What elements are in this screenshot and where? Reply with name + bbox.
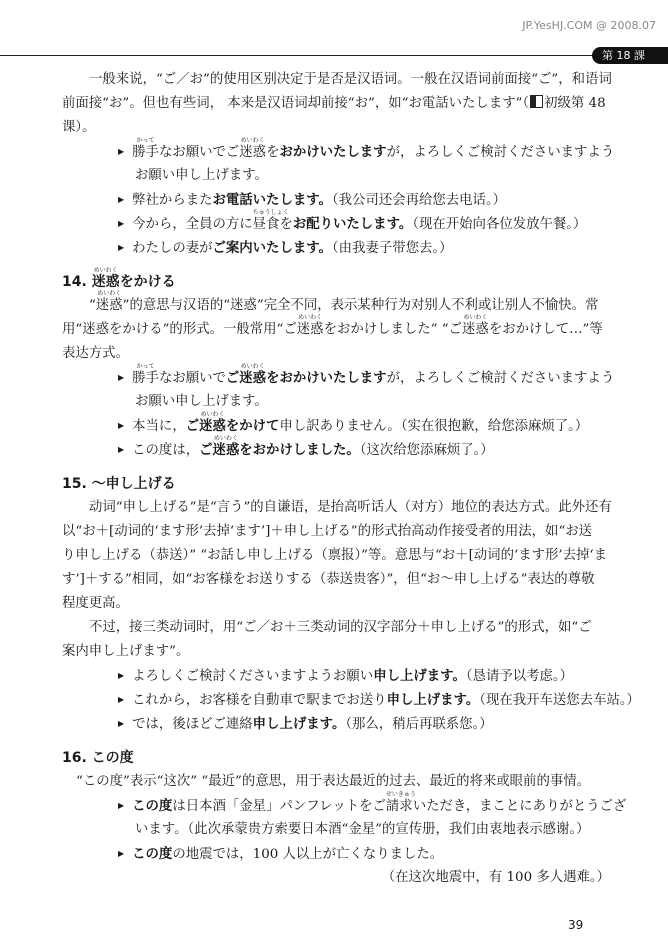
ruby-base: 迷惑	[91, 273, 120, 290]
text: お願い申し上げます。	[135, 394, 268, 409]
bold-text: ご	[185, 419, 200, 434]
bold-text: おかけいたします	[279, 145, 387, 160]
text-line	[62, 616, 610, 640]
bold-text: ご	[199, 443, 213, 458]
bold-text: をかけて	[225, 419, 280, 434]
example-item	[62, 664, 610, 688]
text: 案内申し上げます”。	[62, 644, 190, 659]
header-rule	[0, 55, 600, 56]
text-line	[118, 363, 615, 390]
text: 课）。	[62, 120, 96, 135]
ruby-base: 昼食	[252, 217, 280, 232]
example-item	[62, 435, 610, 462]
bold-text: この度	[132, 799, 173, 814]
text-line	[118, 188, 610, 212]
text-line	[62, 472, 610, 496]
text: いただき，まことにありがとうござ	[412, 799, 627, 814]
text-line	[62, 544, 610, 568]
text: 申し訳ありません。（实在很抱歉，给您添麻烦了。）	[279, 419, 589, 434]
text-line	[62, 770, 610, 794]
furigana: めいわく	[240, 363, 265, 370]
ruby-word	[91, 266, 120, 290]
bold-text: ご案内いたします。	[212, 241, 332, 256]
text-line	[118, 137, 615, 164]
text-line	[118, 818, 610, 842]
text: 弊社からまた	[132, 193, 213, 208]
text: す’]＋する”相同，如“お客様をお送りする（恭送贵客）”，但“お～申し上げる”表达的尊敬	[62, 572, 595, 587]
ruby-base: 勝手	[132, 145, 159, 160]
text-line	[62, 290, 610, 318]
text: “	[89, 298, 96, 313]
watermark: JP.YesHJ.COM @ 2008.07	[522, 19, 656, 32]
example-item	[62, 236, 610, 260]
example-item	[62, 411, 610, 438]
example-item	[62, 712, 610, 736]
bold-text: をおかけしました。	[239, 443, 360, 458]
text-line	[118, 236, 610, 260]
text: 15. ～申し上げる	[62, 476, 176, 492]
text: 前面接“お”。但也有些词， 本来是汉语词却前接“お”，如“お電話いたします”（	[62, 96, 530, 111]
ruby-base: 迷惑	[95, 298, 123, 313]
lesson-tab: 第 18 課	[592, 47, 668, 64]
text-line	[118, 435, 610, 462]
text: 16. この度	[62, 750, 134, 766]
ruby-word	[252, 209, 289, 232]
ruby-word	[239, 137, 267, 160]
furigana: めいわく	[93, 266, 118, 274]
furigana: めいわく	[200, 411, 225, 418]
text: なお願いで	[158, 371, 226, 386]
furigana: めいわく	[463, 314, 488, 321]
text: は日本酒「金星」パンフレットをご	[172, 799, 386, 814]
ruby-word	[199, 411, 226, 434]
ruby-base: 迷惑	[296, 322, 324, 337]
text: なお願いでご	[158, 145, 240, 160]
text-line	[118, 664, 610, 688]
text: （现在我开车送您去车站。）	[479, 693, 640, 708]
text: （在这次地震中，有 100 多人遇难。）	[381, 870, 610, 885]
text: り申し上げる（恭送）” “お話し申し上げる（禀报）”等。意思与“お＋[动词的‘ます形’去掉‘ま	[62, 548, 608, 563]
ruby-word	[239, 363, 267, 386]
text: 一般来说，“ご／お”的使用区别决定于是否是汉语词。一般在汉语词前面接“ご”，和语词	[89, 72, 612, 87]
paragraph	[62, 616, 610, 664]
text: これから，お客様を自動車で駅までお送り	[132, 693, 387, 708]
text: います。（此次承蒙贵方索要日本酒“金星”的宣传册，我们由衷地表示感谢。）	[135, 822, 590, 837]
text-line	[118, 791, 627, 818]
text: （由我妻子带您去。）	[331, 241, 453, 256]
furigana: めいわく	[240, 137, 265, 144]
text: （我公司还会再给您去电话。）	[331, 193, 507, 208]
text-line	[118, 411, 610, 438]
text: この度は，	[132, 443, 200, 458]
furigana: せいきゅう	[385, 791, 416, 798]
text-line	[62, 746, 610, 770]
example-item	[62, 188, 610, 212]
text: 14.	[62, 274, 92, 290]
text: 用“迷惑をかける”的形式。一般常用“ご	[62, 322, 297, 337]
ruby-base: 請求	[385, 799, 413, 814]
text: 动词“申し上げる”是“言う”的自谦语，是抬高听话人（对方）地位的表达方式。此外还有	[89, 500, 612, 515]
ruby-word	[212, 435, 240, 458]
text-line	[62, 68, 610, 92]
text: 本当に，	[132, 419, 186, 434]
text: （这次给您添麻烦了。）	[359, 443, 494, 458]
text: （恳请予以考虑。）	[465, 669, 573, 684]
text: では，後ほどご連絡	[132, 717, 253, 732]
text: “この度”表示“这次” “最近”的意思，用于表达最近的过去、最近的将来或眼前的事情。	[76, 774, 590, 789]
bold-text: お電話いたします。	[212, 193, 332, 208]
section-heading	[62, 746, 610, 770]
ruby-word	[296, 314, 324, 337]
ruby-word	[132, 137, 159, 160]
furigana: めいわく	[298, 314, 323, 321]
text: を	[279, 217, 293, 232]
page-content	[62, 68, 640, 890]
example-item	[62, 209, 610, 236]
example-item	[62, 137, 615, 188]
ruby-word	[95, 290, 123, 313]
ruby-base: 迷惑	[239, 145, 267, 160]
section-heading	[62, 266, 610, 294]
text: 表达方式。	[62, 346, 129, 361]
bold-text: 申し上げます。	[373, 669, 466, 684]
paragraph	[62, 770, 610, 794]
furigana: かって	[136, 137, 155, 144]
text: 初级第 48	[544, 96, 606, 111]
ruby-base: 勝手	[132, 371, 159, 386]
text: 今から，全員の方に	[132, 217, 253, 232]
ruby-word	[132, 363, 159, 386]
text: の地震では，100 人以上が亡くなりました。	[172, 847, 444, 862]
text: が，よろしくご検討くださいますよう	[386, 371, 615, 386]
paragraph	[62, 290, 610, 366]
text: （那么，稍后再联系您。）	[345, 717, 493, 732]
text: を	[266, 145, 280, 160]
text-line	[62, 568, 610, 592]
text-line	[118, 164, 610, 188]
ruby-word	[462, 314, 489, 337]
text-line	[118, 712, 610, 736]
bold-text: ご	[225, 371, 240, 386]
text-line	[62, 314, 610, 342]
text-line	[118, 688, 640, 712]
text: が，よろしくご検討くださいますよう	[386, 145, 615, 160]
text: をおかけしました” “ご	[323, 322, 463, 337]
text: をおかけして…”等	[488, 322, 603, 337]
text-line	[62, 266, 610, 294]
paragraph	[62, 496, 610, 616]
text-line	[62, 496, 610, 520]
page-number: 39	[568, 918, 584, 932]
text: よろしくご検討くださいますようお願い	[132, 669, 374, 684]
text-line	[118, 209, 610, 236]
text-line	[62, 520, 610, 544]
ruby-base: 迷惑	[212, 443, 240, 458]
text-line	[118, 842, 610, 866]
furigana: ちゅうしょく	[252, 209, 289, 216]
furigana: めいわく	[97, 290, 122, 297]
text: 不过，接三类动词时，用“ご／お＋三类动词的汉字部分＋申し上げる”的形式，如“ご	[89, 620, 592, 635]
text: をかける	[119, 274, 176, 290]
ruby-base: 迷惑	[462, 322, 489, 337]
ruby-base: 迷惑	[199, 419, 226, 434]
furigana: めいわく	[213, 435, 238, 442]
text: わたしの妻が	[132, 241, 213, 256]
bold-text: この度	[132, 847, 173, 862]
text: （现在开始向各位发放午餐。）	[412, 217, 587, 232]
bold-text: 申し上げます。	[386, 693, 480, 708]
furigana: かって	[136, 363, 155, 370]
text-line	[62, 592, 610, 616]
example-item	[62, 363, 615, 414]
text-line	[62, 640, 610, 664]
text-line	[62, 92, 610, 116]
section-heading	[62, 472, 610, 496]
ruby-base: 迷惑	[239, 371, 267, 386]
bold-text: お配りいたします。	[292, 217, 413, 232]
text-line	[118, 390, 610, 414]
text-line	[118, 866, 610, 890]
text: 以“お＋[动词的‘ます形’去掉‘ます’]＋申し上げる”的形式抬高动作接受者的用法，如“お送	[62, 524, 593, 539]
example-item	[62, 842, 610, 890]
text: ”的意思与汉语的“迷惑”完全不同，表示某种行为对别人不利或让别人不愉快。常	[122, 298, 599, 313]
bold-text: 申し上げます。	[252, 717, 346, 732]
bold-text: をおかけいたします	[266, 371, 387, 386]
example-item	[62, 791, 627, 842]
example-item	[62, 688, 640, 712]
text: 程度更高。	[62, 596, 129, 611]
book-icon	[530, 95, 543, 108]
paragraph	[62, 68, 610, 140]
ruby-word	[385, 791, 416, 814]
text: お願い申し上げます。	[135, 168, 268, 183]
